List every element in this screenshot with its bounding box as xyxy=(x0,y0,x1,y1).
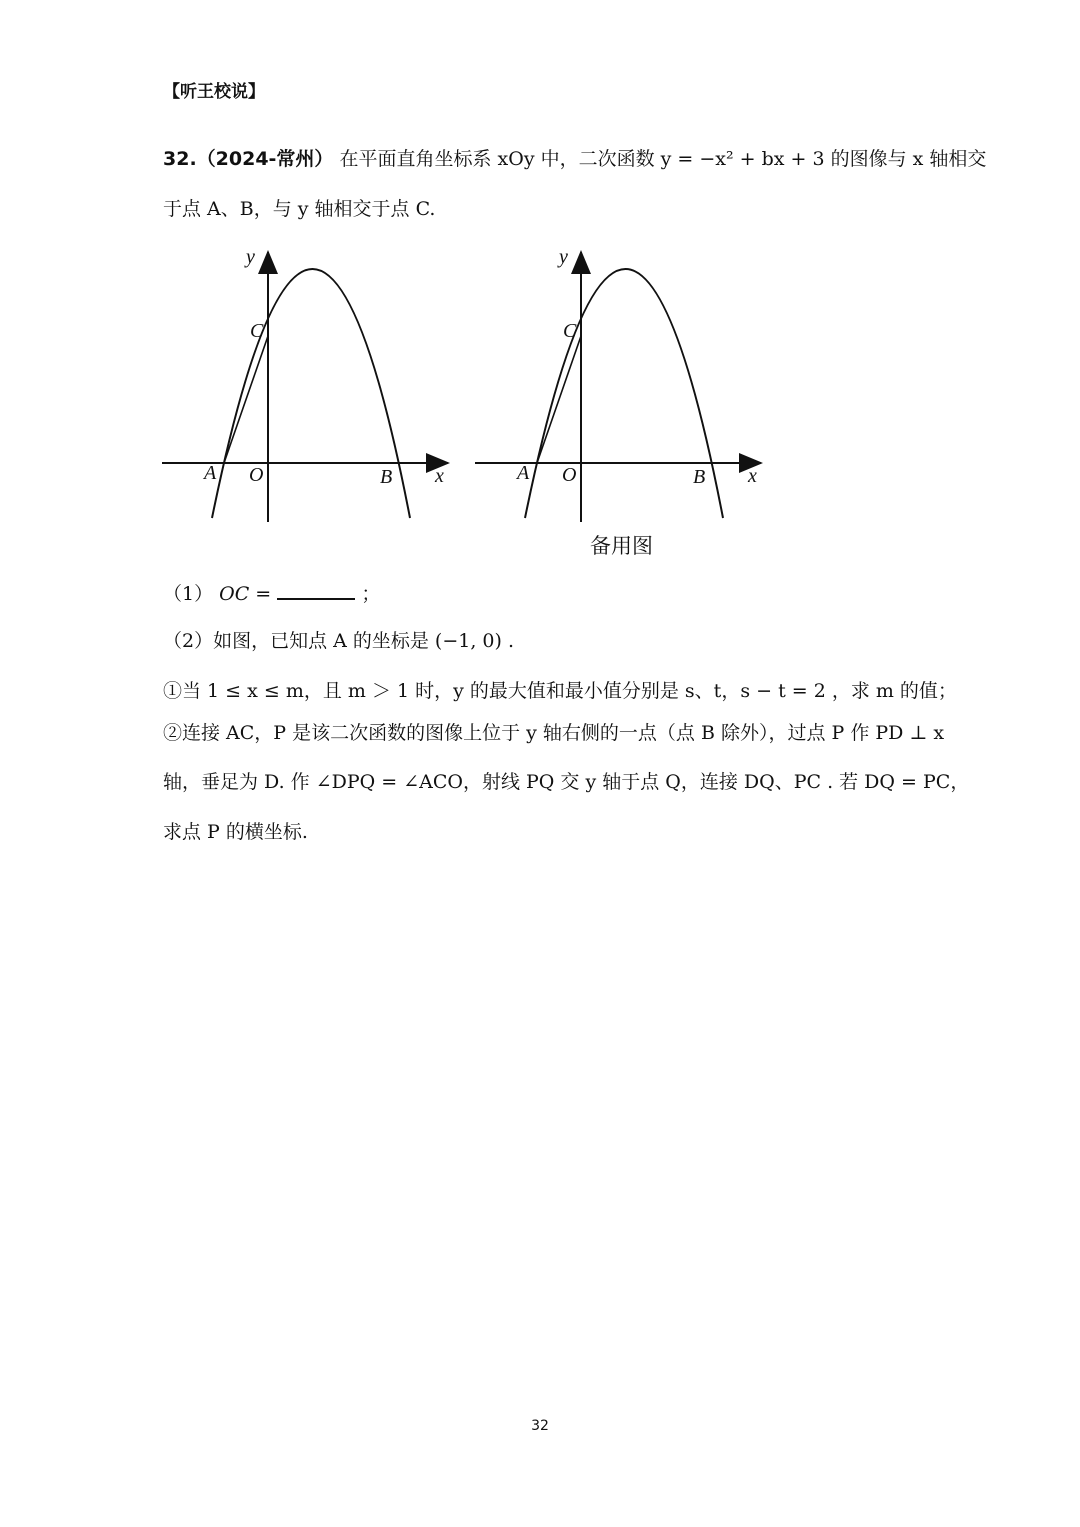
label-o: O xyxy=(249,464,264,486)
label-a: A xyxy=(204,462,217,484)
page-number: 32 xyxy=(531,1418,549,1434)
part-1-expression: OC = xyxy=(219,583,272,605)
problem-stem-text-1: 在平面直角坐标系 xOy 中，二次函数 y = −x² + bx + 3 的图像与 x 轴相交 xyxy=(339,148,987,170)
label-o: O xyxy=(562,464,577,486)
source-header: 【听王校说】 xyxy=(163,82,265,102)
segment-ac xyxy=(537,336,581,463)
figure-caption: 备用图 xyxy=(590,534,653,558)
problem-stem-line-1 xyxy=(163,145,986,173)
label-x: x xyxy=(748,465,757,487)
problem-number: 32.（2024-常州） xyxy=(163,148,334,170)
problem-stem-line-2: 于点 A、B，与 y 轴相交于点 C. xyxy=(163,198,436,220)
part-1 xyxy=(163,578,380,608)
label-b: B xyxy=(693,466,706,488)
label-y: y xyxy=(559,246,568,268)
answer-blank[interactable] xyxy=(277,578,355,600)
part-1-prefix: （1） xyxy=(163,583,214,605)
figure-backup xyxy=(475,246,761,522)
label-c: C xyxy=(250,320,264,342)
part-2: （2）如图，已知点 A 的坐标是 (−1, 0) . xyxy=(163,630,515,652)
question-2-line-3: 求点 P 的横坐标. xyxy=(163,821,308,843)
question-1: ①当 1 ≤ x ≤ m，且 m ＞ 1 时，y 的最大值和最小值分别是 s、t，s − t = 2 ，求 m 的值； xyxy=(163,680,957,702)
label-x: x xyxy=(435,465,444,487)
parabola-figures xyxy=(160,240,800,530)
label-a: A xyxy=(517,462,530,484)
segment-ac xyxy=(224,336,268,463)
question-2-line-1: ②连接 AC，P 是该二次函数的图像上位于 y 轴右侧的一点（点 B 除外），过点 P 作 PD ⊥ x xyxy=(163,722,945,744)
label-y: y xyxy=(246,246,255,268)
figure-main xyxy=(162,246,448,522)
question-2-line-2: 轴，垂足为 D. 作 ∠DPQ = ∠ACO，射线 PQ 交 y 轴于点 Q，连接 DQ、PC . 若 DQ = PC， xyxy=(163,771,970,793)
label-b: B xyxy=(380,466,393,488)
part-1-suffix: ； xyxy=(361,583,381,605)
label-c: C xyxy=(563,320,577,342)
